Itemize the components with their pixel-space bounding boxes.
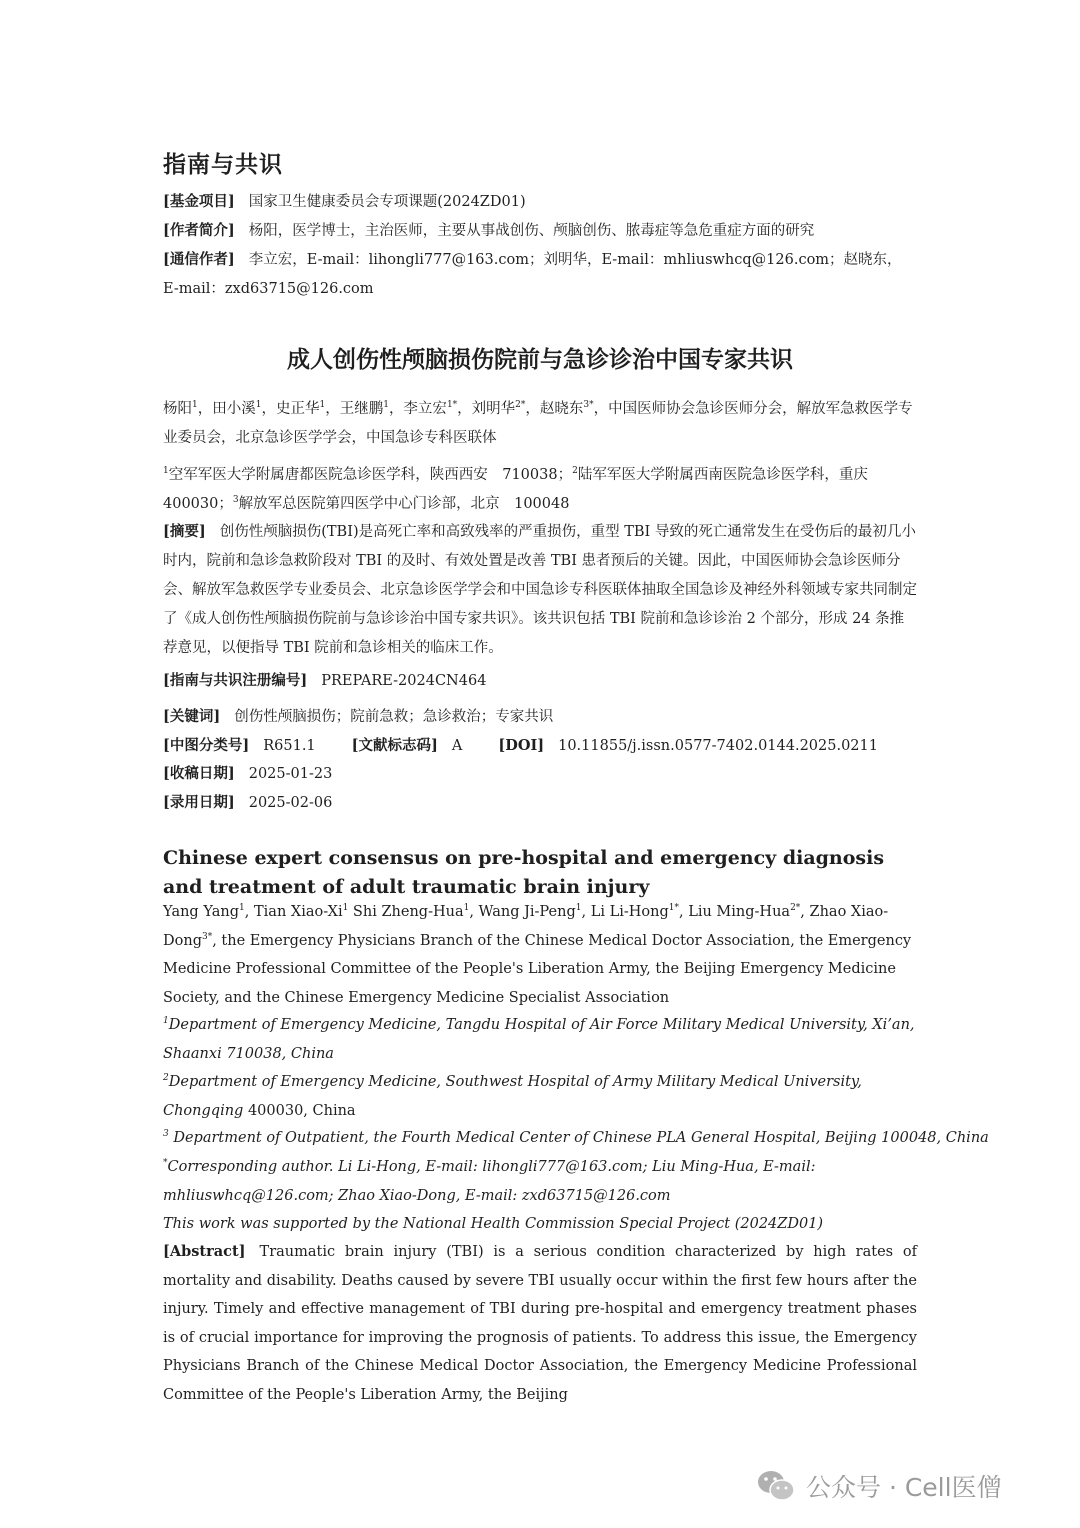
registration-line [163, 669, 486, 690]
author-name: 杨阳 [163, 401, 192, 417]
watermark-text: 公众号 · Cell医僧 [806, 1473, 1002, 1502]
doc-code-label: [文献标志码] [351, 737, 438, 754]
author-sup: 1* [668, 903, 679, 914]
affil-sup: 2 [572, 466, 578, 477]
fund-label: [基金项目] [163, 193, 235, 210]
author-sup: 3* [201, 931, 213, 942]
affil-text: 400030, China [247, 1102, 356, 1119]
doi-label: [DOI] [498, 737, 545, 754]
accepted-line [163, 791, 332, 812]
author-sup: 1 [575, 903, 582, 914]
affil-text: Department of Emergency Medicine, Southwest Hospital of Army Military Medical University, Chongqing [163, 1074, 862, 1119]
affil-sup: 3 [232, 495, 239, 506]
registration-value: PREPARE-2024CN464 [321, 673, 487, 689]
abstract-cn [163, 517, 917, 663]
affil-text: 陆军军医大学附属西南医院急诊医学科，重庆 400030； [163, 467, 883, 512]
affil-sup: 2 [163, 1073, 169, 1084]
watermark [756, 1466, 1002, 1506]
affil-sup: 3 [163, 1129, 169, 1140]
keywords-line [163, 705, 553, 726]
corr-value: 李立宏，E-mail：lihongli777@163.com；刘明华，E-mail：mhliuswhcq@126.com；赵晓东， [248, 252, 902, 268]
corresponding-author-en [163, 1153, 917, 1210]
bio-label: [作者简介] [163, 222, 235, 239]
author-sup: 2* [790, 903, 801, 914]
authors-cn [163, 395, 917, 453]
author-name: ，赵晓东 [525, 401, 584, 417]
clc-label: [中图分类号] [163, 737, 250, 754]
author-name: ，王继鹏 [325, 401, 384, 417]
doc-code-value: A [451, 738, 463, 754]
affil-sup: 1 [163, 466, 169, 477]
bio-value: 杨阳，医学博士，主治医师，主要从事战创伤、颅脑创伤、脓毒症等急危重症方面的研究 [248, 223, 815, 239]
corr-value-2: E-mail：zxd63715@126.com [163, 281, 374, 297]
affil-text: Department of Emergency Medicine, Tangdu Hospital of Air Force Military Medical University, Xi’an, Shaanxi 710038, China [163, 1017, 915, 1062]
author-name: ，田小溪 [197, 401, 256, 417]
received-line [163, 762, 332, 783]
abstract-en-text: Traumatic brain injury (TBI) is a serious condition characterized by high rates of mortality and disability. Deaths caused by severe TBI usually occur within the first few hours after the injury. Timely and effective management of TBI during pre-hospital and emergency treatment phases is of crucial importance for improving the prognosis of patients. To address this issue, the Emergency Physicians Branch of the Chinese Medical Doctor Association, the Emergency Medicine Professional Committee of the People's Liberation Army, the Beijing [163, 1244, 917, 1403]
affiliations-cn [163, 461, 917, 519]
abstract-en [163, 1238, 917, 1409]
author-name: , Li Li-Hong [581, 904, 669, 920]
author-groups: , the Emergency Physicians Branch of the Chinese Medical Doctor Association, the Emergency Medicine Professional Committee of the People's Liberation Army, the Beijing Emergency Medicine Society, and the Chinese Emergency Medicine Specialist Association [163, 932, 912, 1006]
author-sup: 1 [255, 400, 262, 411]
corr-line [163, 248, 902, 269]
accepted-value: 2025-02-06 [248, 795, 333, 811]
section-title: 指南与共识 [163, 152, 283, 178]
received-value: 2025-01-23 [248, 766, 333, 782]
corr-sup: * [163, 1158, 168, 1169]
keywords-label: [关键词] [163, 708, 221, 725]
author-name: , Tian Xiao-Xi [244, 904, 343, 920]
affil-sup: 1 [163, 1016, 169, 1027]
author-sup: 3* [583, 400, 594, 411]
classification-line [163, 734, 878, 755]
author-sup: 1 [239, 903, 245, 914]
affil-text: 解放军总医院第四医学中心门诊部，北京 100048 [238, 496, 570, 512]
article-title-cn: 成人创伤性颅脑损伤院前与急诊诊治中国专家共识 [287, 347, 793, 373]
affil-text: Department of Outpatient, the Fourth Medical Center of Chinese PLA General Hospital, Beijing 100048, China [168, 1130, 989, 1146]
fund-value: 国家卫生健康委员会专项课题(2024ZD01) [248, 194, 526, 210]
author-sup: 1* [446, 400, 458, 411]
author-name: , Liu Ming-Hua [678, 904, 791, 920]
affil-text: 空军军医大学附属唐都医院急诊医学科，陕西西安 710038； [168, 467, 573, 483]
affiliation-en-3 [163, 1124, 989, 1153]
clc-value: R651.1 [263, 738, 316, 754]
corr-line-2 [163, 277, 374, 298]
registration-label: [指南与共识注册编号] [163, 672, 308, 689]
author-groups: ，中国医师协会急诊医师分会，解放军急救医学专业委员会，北京急诊医学学会，中国急诊专科医联体 [163, 401, 913, 446]
author-sup: 1 [383, 400, 389, 411]
author-sup: 1 [192, 400, 198, 411]
bio-line [163, 219, 814, 240]
received-label: [收稿日期] [163, 765, 235, 782]
accepted-label: [录用日期] [163, 794, 235, 811]
author-name: ，李立宏 [388, 401, 447, 417]
author-name: Yang Yang [163, 904, 240, 920]
author-name: ，史正华 [261, 401, 320, 417]
keywords-value: 创伤性颅脑损伤；院前急救；急诊救治；专家共识 [234, 709, 554, 725]
author-name: , Zhao Xiao-Dong [163, 904, 889, 949]
abstract-cn-label: [摘要] [163, 523, 206, 540]
corr-label: [通信作者] [163, 251, 235, 268]
abstract-cn-text: 创伤性颅脑损伤(TBI)是高死亡率和高致残率的严重损伤，重型 TBI 导致的死亡通常发生在受伤后的最初几小时内，院前和急诊急救阶段对 TBI 的及时、有效处置是改善 TBI 患者预后的关键。因此，中国医师协会急诊医师分会、解放军急救医学专业委员会、北京急诊医学学会和中国急诊专科医联体抽取全国急诊及神经外科领域专家共同制定了《成人创伤性颅脑损伤院前与急诊诊治中国专家共识》。该共识包括 TBI 院前和急诊诊治 2 个部分，形成 24 条推荐意见，以便指导 TBI 院前和急诊相关的临床工作。 [163, 524, 917, 656]
author-name: , Wang Ji-Peng [469, 904, 576, 920]
authors-en [163, 898, 917, 1012]
author-sup: 2* [515, 400, 526, 411]
funding-en: This work was supported by the National Health Commission Special Project (2024ZD01) [163, 1216, 824, 1232]
wechat-icon [756, 1468, 796, 1504]
author-name: Shi Zheng-Hua [348, 904, 464, 920]
fund-line [163, 190, 526, 211]
abstract-en-label: [Abstract] [163, 1243, 246, 1260]
corr-text: Corresponding author. Li Li-Hong, E-mail: lihongli777@163.com; Liu Ming-Hua, E-mail: mhliuswhcq@126.com; Zhao Xiao-Dong, E-mail: zxd63715@126.com [163, 1159, 816, 1204]
author-sup: 1 [463, 903, 470, 914]
affiliation-en-2 [163, 1068, 917, 1125]
author-sup: 1 [342, 903, 349, 914]
author-sup: 1 [319, 400, 326, 411]
affiliation-en-1 [163, 1011, 917, 1068]
article-title-en: Chinese expert consensus on pre-hospital and emergency diagnosis and treatment of adult traumatic brain injury [163, 847, 885, 898]
doi-value: 10.11855/j.issn.0577-7402.0144.2025.0211 [558, 738, 878, 754]
author-name: ，刘明华 [457, 401, 516, 417]
